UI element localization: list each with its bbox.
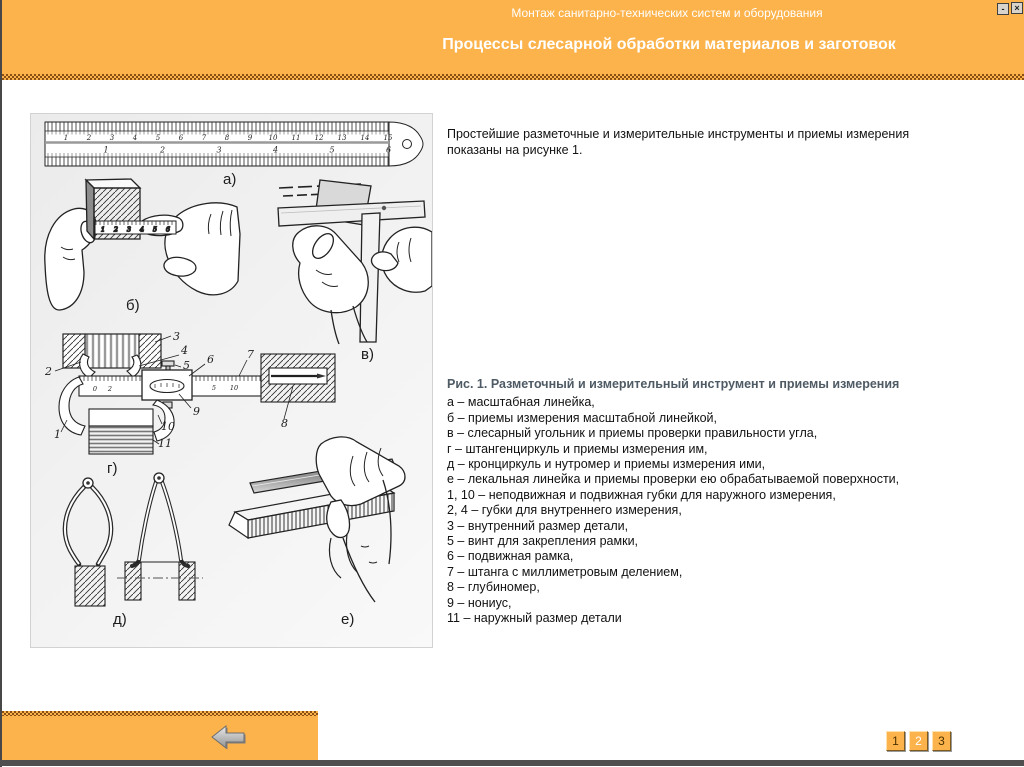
ruler-cm-number: 8: [224, 134, 230, 142]
callout-8: 8: [281, 417, 288, 430]
ruler-cm-number: 10: [268, 134, 278, 142]
straightedge-e: [229, 437, 405, 602]
page-button-3[interactable]: 3: [932, 731, 951, 751]
ruler-cm-number: 7: [201, 134, 207, 142]
caption-line: в – слесарный угольник и приемы проверки правильности угла,: [447, 426, 818, 441]
caption-line: 6 – подвижная рамка,: [447, 549, 574, 564]
close-button[interactable]: ×: [1011, 2, 1023, 14]
ruler-dm-number: 1: [103, 145, 109, 155]
caption-title: Рис. 1. Разметочный и измерительный инструмент и приемы измерения: [447, 377, 900, 391]
callout-1: 1: [54, 428, 61, 441]
back-panel-checker-border: [0, 711, 318, 716]
ruler-dm-number: 3: [216, 145, 222, 155]
caption-line: 5 – винт для закрепления рамки,: [447, 534, 639, 549]
figure-label-d: д): [113, 611, 127, 628]
back-panel: [0, 711, 318, 760]
page-title: Процессы слесарной обработки материалов и заготовок: [442, 36, 896, 53]
ruler-cm-number: 6: [178, 134, 184, 142]
caption-line: 2, 4 – губки для внутреннего измерения,: [447, 503, 682, 518]
caption-line: е – лекальная линейка и приемы проверки ею обрабатываемой поверхности,: [447, 472, 900, 487]
caliper-scale-2: 2: [107, 385, 113, 393]
figure-label-v: в): [361, 346, 374, 363]
ruler-cm-number: 14: [360, 134, 370, 142]
window-bottom-edge: [0, 760, 1024, 766]
ruler-cm-number: 2: [86, 134, 92, 142]
callout-6: 6: [207, 353, 214, 366]
caption-line: д – кронциркуль и нутромер и приемы измерения ими,: [447, 457, 766, 472]
ruler-cm-number: 13: [337, 134, 347, 142]
small-ruler-number: 6: [165, 225, 171, 234]
back-arrow-icon: [210, 725, 248, 751]
callout-5: 5: [183, 359, 190, 372]
pagination: [886, 731, 951, 751]
intro-paragraph: [447, 127, 982, 158]
ruler-dm-number: 4: [272, 145, 279, 155]
compasses-d: [65, 473, 203, 606]
figure-caption: [447, 377, 992, 627]
ruler-cm-number: 9: [247, 134, 253, 142]
ruler-cm-number: 1: [63, 134, 69, 142]
ruler-dm-number: 6: [385, 145, 392, 155]
figure-label-e: е): [341, 611, 355, 628]
ruler-cm-number: 11: [291, 134, 301, 142]
ruler-cm-number: 3: [109, 134, 115, 142]
ruler-a: [45, 122, 423, 166]
callout-4: 4: [181, 344, 188, 357]
caption-line: 3 – внутренний размер детали,: [447, 518, 629, 533]
caliper-scale-0: 0: [92, 385, 98, 393]
back-button[interactable]: [210, 725, 248, 751]
caption-line: 1, 10 – неподвижная и подвижная губки для наружного измерения,: [447, 487, 836, 502]
small-ruler-number: 2: [113, 225, 119, 234]
figure-illustration: [30, 113, 433, 648]
caption-line: б – приемы измерения масштабной линейкой,: [447, 410, 718, 425]
caption-line: 9 – нониус,: [447, 595, 512, 610]
caliper-scale-10: 10: [229, 384, 239, 392]
callout-9: 9: [193, 405, 200, 418]
ruler-cm-number: 5: [155, 134, 161, 142]
small-ruler-number: 4: [139, 225, 145, 234]
block-measurement-b: [45, 179, 240, 310]
callout-2: 2: [45, 365, 52, 378]
page-button-1[interactable]: 1: [886, 731, 905, 751]
caption-line: 7 – штанга с миллиметровым делением,: [447, 564, 683, 579]
callout-11: 11: [158, 437, 172, 450]
ruler-cm-number: 12: [314, 134, 324, 142]
small-ruler-number: 1: [100, 225, 106, 234]
callout-10: 10: [161, 420, 175, 433]
figure-label-g: г): [107, 460, 118, 477]
intro-line: Простейшие разметочные и измерительные инструменты и приемы измерения: [447, 127, 910, 141]
ruler-cm-number: 15: [383, 134, 393, 142]
figure-label-a: а): [223, 171, 237, 188]
caption-line: 11 – наружный размер детали: [447, 611, 622, 626]
caliper-scale-5: 5: [211, 384, 217, 392]
ruler-dm-number: 2: [159, 145, 166, 155]
callout-7: 7: [247, 348, 254, 361]
header-checker-border: [0, 74, 1024, 80]
window-title: Монтаж санитарно-технических систем и оборудования: [511, 6, 823, 20]
page-button-2[interactable]: 2: [909, 731, 928, 751]
try-square-v: [278, 180, 432, 344]
callout-3: 3: [173, 330, 180, 343]
caption-line: 8 – глубиномер,: [447, 580, 540, 595]
ruler-dm-number: 5: [329, 145, 335, 155]
figure-svg: [31, 114, 432, 647]
caliper-g: [55, 334, 335, 454]
small-ruler-number: 5: [152, 225, 158, 234]
window-left-edge: [0, 0, 2, 767]
minimize-button[interactable]: -: [997, 3, 1009, 15]
figure-label-b: б): [126, 297, 140, 314]
caption-line: а – масштабная линейка,: [447, 395, 595, 410]
caption-line: г – штангенциркуль и приемы измерения им,: [447, 441, 708, 456]
ruler-cm-number: 4: [132, 134, 138, 142]
intro-line: показаны на рисунке 1.: [447, 142, 583, 157]
small-ruler-number: 3: [126, 225, 132, 234]
